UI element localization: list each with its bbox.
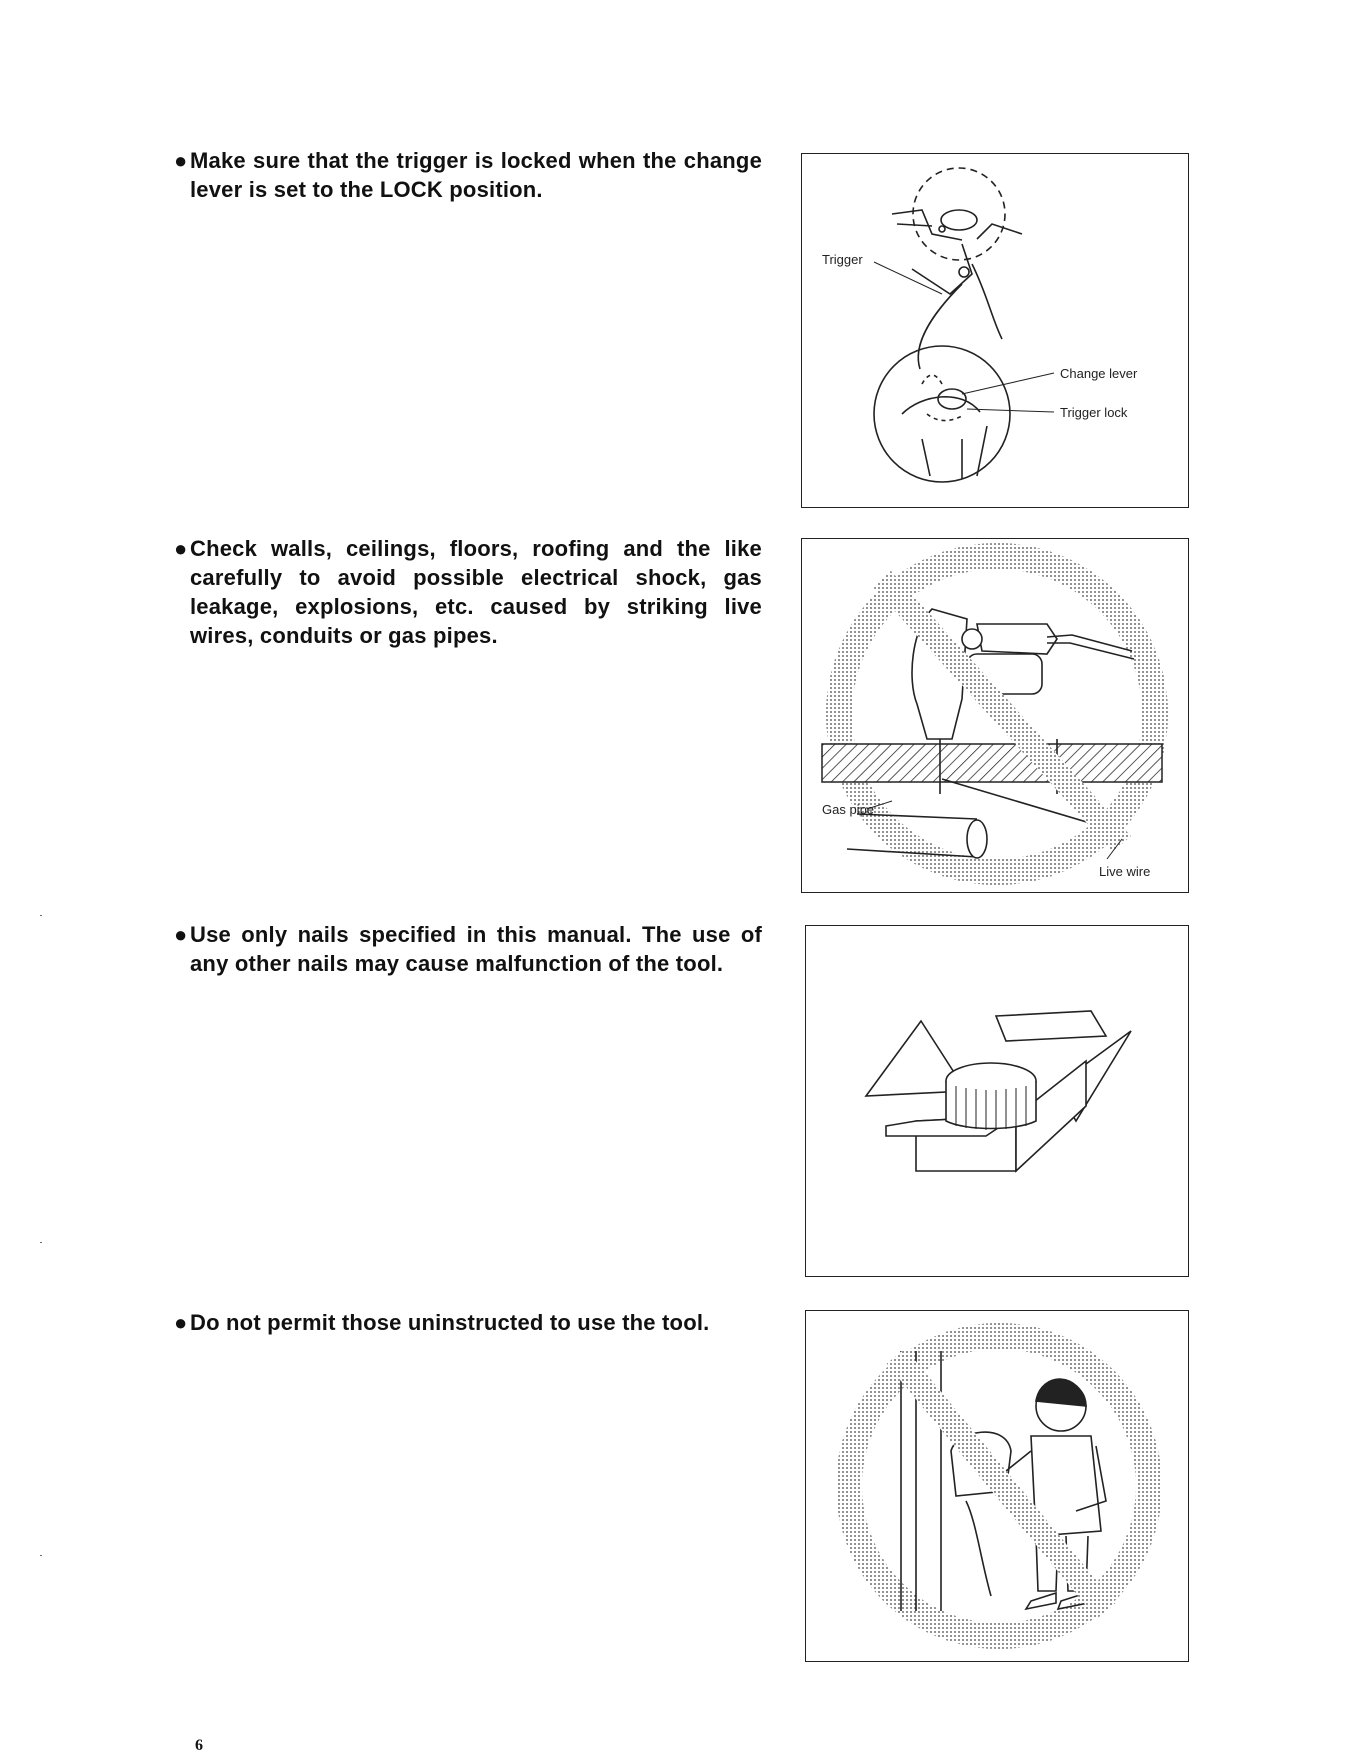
- figure-check-walls: [801, 538, 1189, 893]
- safety-item-uninstructed: [174, 1308, 762, 1337]
- nails-box-illustration: [806, 926, 1188, 1276]
- prohibited-slash: [882, 579, 1122, 844]
- bullet: ●: [174, 148, 188, 173]
- safety-item-trigger-lock: [174, 146, 762, 204]
- item-text: Use only nails specified in this manual. The use of any other nails may cause malfunction of the tool.: [190, 922, 762, 976]
- bullet: ●: [174, 536, 188, 561]
- child-with-tool-illustration: [806, 1311, 1188, 1661]
- safety-item-check-walls: [174, 534, 762, 650]
- bullet: ●: [174, 1310, 188, 1335]
- figure-nails-box: [805, 925, 1189, 1277]
- item-text: Make sure that the trigger is locked when the change lever is set to the LOCK position.: [190, 148, 762, 202]
- page-number: 6: [195, 1737, 203, 1754]
- figure-trigger-lock: [801, 153, 1189, 508]
- label-trigger: Trigger: [822, 252, 863, 267]
- trigger-lock-illustration: [802, 154, 1188, 507]
- walls-illustration: [802, 539, 1188, 892]
- margin-mark: [40, 1242, 42, 1243]
- label-gas-pipe: Gas pipe: [822, 802, 875, 817]
- label-trigger-lock: Trigger lock: [1060, 405, 1128, 420]
- item-text: Do not permit those uninstructed to use the tool.: [190, 1310, 710, 1335]
- bullet: ●: [174, 922, 188, 947]
- margin-mark: [40, 1555, 42, 1556]
- figure-uninstructed-user: [805, 1310, 1189, 1662]
- safety-item-nails: [174, 920, 762, 978]
- label-change-lever: Change lever: [1060, 366, 1138, 381]
- margin-mark: [40, 915, 42, 916]
- item-text: Check walls, ceilings, floors, roofing and the like carefully to avoid possible electrical shock, gas leakage, explosions, etc. caused by striking live wires, conduits or gas pipes.: [190, 536, 762, 648]
- label-live-wire: Live wire: [1099, 864, 1151, 879]
